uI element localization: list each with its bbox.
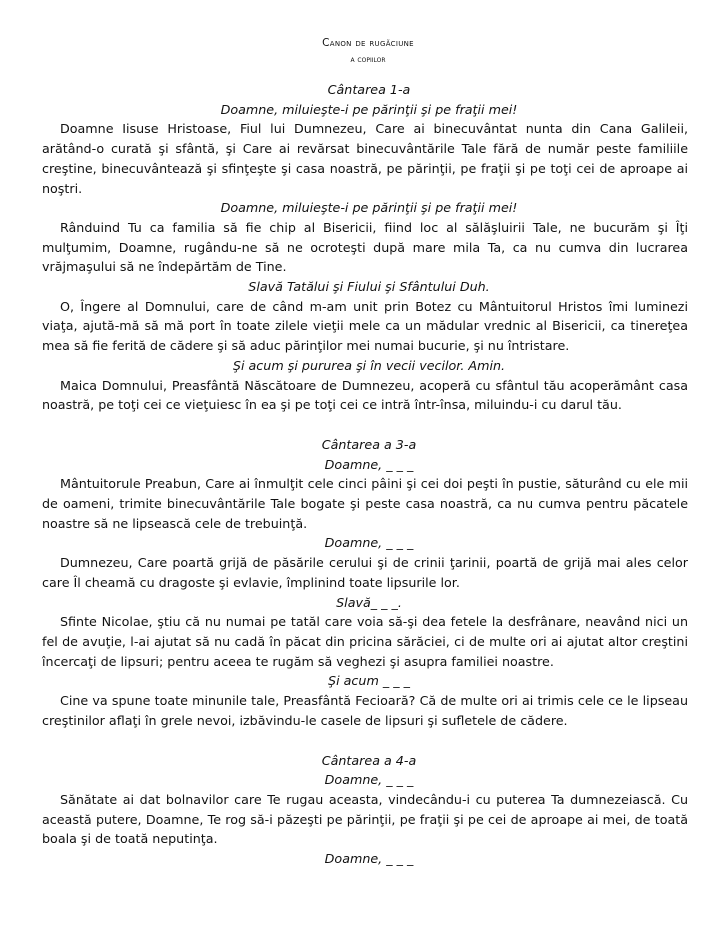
document-title: Canon de rugăciune	[322, 37, 414, 49]
prayer-paragraph: Cine va spune toate minunile tale, Preasfântă Fecioară? Că de multe ori ai trimis cele ce le lipseau creştinilor aflaţi în grele nevoi, izbăvindu-le casele de lipsuri şi sufletele de cădere.	[42, 693, 688, 728]
prayer-paragraph: Sănătate ai dat bolnavilor care Te rugau aceasta, vindecându-i cu puterea Ta dumnezeiască. Cu această putere, Doamne, Te rog să-i păzeşti pe părinţii, pe fraţii şi pe cei de aproape ai mei, de toată boala şi de toată neputinţa.	[42, 791, 688, 847]
prayer-paragraph: Sfinte Nicolae, ştiu că nu numai pe tatăl care voia să-şi dea fetele la desfrânare, neavând nici un fel de avuţie, l-ai ajutat să nu cadă în păcat din pricina sărăciei, ci de multe ori ai ajutat altor creştini încercaţi de lipsuri; pentru aceea te rugăm să veghezi şi asupra familiei noastre.	[42, 614, 688, 669]
prayer-paragraph: Maica Domnului, Preasfântă Născătoare de Dumnezeu, acoperă cu sfântul tău acoperământ casa noastră, pe toţi cei ce vieţuiesc în ea şi pe toţi cei ce intră într-însa, miluindu-i cu darul tău.	[42, 377, 688, 413]
refrain: Doamne, _ _ _	[324, 535, 414, 551]
prayer-paragraph: Dumnezeu, Care poartă grijă de păsările cerului şi de crinii ţarinii, poartă de grijă mai ales celor care Îl cheamă cu dragoste şi evlavie, împlinind toate lipsurile lor.	[42, 555, 688, 590]
section-spacer	[42, 731, 688, 751]
section-heading: Cântarea a 3-a	[321, 436, 417, 452]
section-spacer	[42, 415, 688, 435]
refrain: Doamne, _ _ _	[324, 772, 414, 788]
refrain: Şi acum _ _ _	[328, 673, 410, 689]
refrain: Şi acum şi pururea şi în vecii vecilor. Amin.	[232, 357, 506, 373]
refrain: Doamne, _ _ _	[324, 456, 414, 472]
section-heading: Cântarea 1-a	[327, 82, 411, 97]
prayer-paragraph: Rânduind Tu ca familia să fie chip al Bisericii, fiind loc al sălăşluirii Tale, ne bucurăm şi Îţi mulţumim, Doamne, rugându-ne să ne ocroteşti după mare mila Ta, ca nu cumva din lucrarea vrăjmaşului să ne îndepărtăm de Tine.	[42, 219, 688, 275]
section-cantarea-3	[42, 435, 688, 731]
document-subtitle: a copiilor	[350, 55, 386, 65]
prayer-paragraph: Doamne Iisuse Hristoase, Fiul lui Dumnezeu, Care ai binecuvântat nunta din Cana Galileii, arătând-o curată şi sfântă, şi Care ai revărsat binecuvântările Tale fără de număr peste familiile creştine, binecuvântează şi sfinţeşte şi casa noastră, pe părinţii, pe fraţii şi pe toţi cei de aproape ai noştri.	[42, 121, 688, 196]
section-cantarea-4	[42, 751, 688, 869]
prayer-paragraph: O, Îngere al Domnului, care de când m-am unit prin Botez cu Mântuitorul Hristos îmi luminezi viaţa, ajută-mă să mă port în toate zilele vieţii mele ca un mădular vrednic al Bisericii, ca tinereţea mea să fie ferită de cădere şi să aduc părinţilor mei numai bucurie, şi nu întristare.	[42, 298, 688, 354]
refrain: Doamne, miluieşte-i pe părinţii şi pe fraţii mei!	[220, 101, 518, 117]
prayer-paragraph: Mântuitorule Preabun, Care ai înmulţit cele cinci pâini şi cei doi peşti în pustie, săturând cu ele mii de oameni, trimite binecuvântările Tale bogate şi peste casa noastră, ca nu cumva pentru păcatele noastre să ne lipsească cele de trebuinţă.	[42, 476, 688, 531]
refrain: Doamne, _ _ _	[324, 851, 414, 867]
refrain: Slavă Tatălui şi Fiului şi Sfântului Duh.	[248, 279, 490, 295]
refrain: Doamne, miluieşte-i pe părinţii şi pe fraţii mei!	[220, 200, 518, 216]
section-heading: Cântarea a 4-a	[321, 752, 417, 768]
section-cantarea-1	[42, 80, 688, 415]
refrain: Slavă_ _ _.	[336, 594, 402, 610]
